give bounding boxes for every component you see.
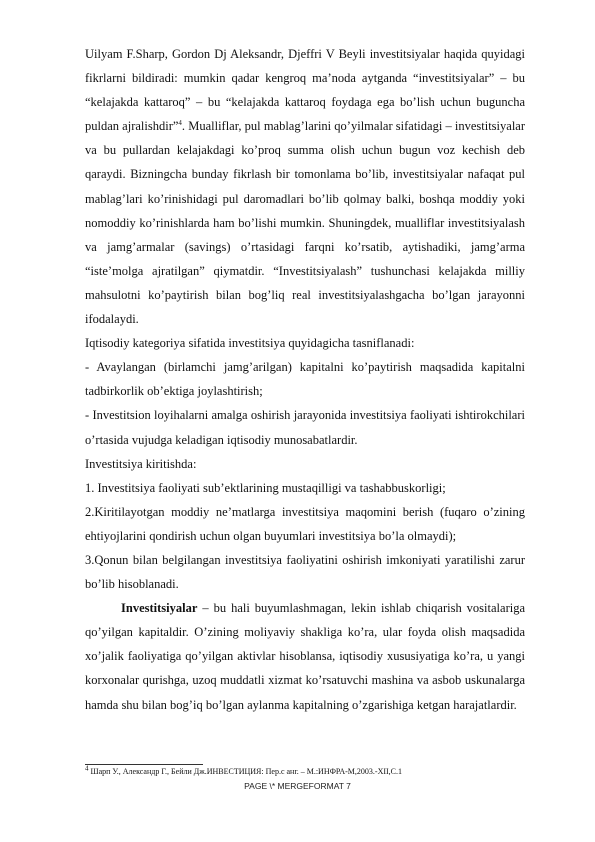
page-footer: PAGE \* MERGEFORMAT 7: [244, 781, 351, 791]
footnote-marker: 4: [85, 764, 89, 773]
footnote-reference[interactable]: 4: [178, 119, 182, 128]
list-item-independence: 1. Investitsiya faoliyati sub’ektlarining mustaqilligi va tashabbuskorligi;: [85, 480, 446, 495]
paragraph-text: – bu hali buyumlashmagan, lekin ishlab chiqarish vositalariga qo’yilgan kapitaldir. O’zining moliyaviy shakliga ko’ra, ular foyda olish maqsadida xo’jalik faoliyatiga qo’yilgan aktivlar hisoblansa, iqtisodiy xususiyatiga ko’ra, u yangi korxonalar qurishga, uzoq muddatli xizmat ko’rsatuvchi mashina va asbob uskunalarga hamda shu bilan bog’iq bo’lgan aylanma kapitalning o’zgarishiga ketgan harajatlardir.: [85, 601, 525, 712]
list-item-economic-relations: - Investitsion loyihalarni amalga oshirish jarayonida investitsiya faoliyati ishtirokchilari o’rtasida vujudga keladigan iqtisodiy munosabatlardir.: [85, 408, 525, 447]
paragraph-investment-conditions-heading: Investitsiya kiritishda:: [85, 456, 197, 471]
paragraph-classification-intro: Iqtisodiy kategoriya sifatida investitsiya quyidagicha tasniflanadi:: [85, 336, 415, 351]
list-item-legal-opportunity: 3.Qonun bilan belgilangan investitsiya faoliyatini oshirish imkoniyati yaratilishi zarur bo’lib hisoblanadi.: [85, 552, 525, 592]
footnote-separator: [85, 764, 203, 765]
footnote: [85, 764, 525, 777]
paragraph-investment-definition: [85, 596, 525, 716]
defined-term: Investitsiyalar: [121, 601, 198, 616]
list-item-investment-status: 2.Kiritilayotgan moddiy ne’matlarga investitsiya maqomini berish (fuqaro o’zining ehtiyojlarini qondirish uchun olgan buyumlari investitsiya bo’la olmaydi);: [85, 504, 525, 543]
footnote-text: Шарп У., Александр Г., Бейли Дж.ИНВЕСТИЦИЯ: Пер.с анг. – М.:ИНФРА-М,2003.-XII,С.1: [88, 767, 403, 776]
paragraph-text: . Mualliflar, pul mablag’larini qo’yilmalar sifatidagi – investitsiyalar va bu pullardan kelajakdagi ko’proq summa olish uchun bugun voz kechish deb qaraydi. Bizningcha bunday fikrlash bir tomonlama bo’lib, investitsiyalar nafaqat pul mablag’lari ko’rinishidagi pul daromadlari bo’lib qolmay balki, boshqa moddiy yoki nomoddiy ko’rinishlarda ham bo’lishi mumkin. Shuningdek, mualliflar investitsiyalash va jamg’armalar (savings) o’rtasidagi farqni ko’rsatib, aytishadiki, jamg’arma “iste’molga ajratilgan” qiymatdir. “Investitsiyalash” tushunchasi kelajakda milliy mahsulotni ko’paytirish bilan bog’liq real investitsiyalashgacha bo’lgan jarayonni ifodalaydi.: [85, 119, 526, 327]
paragraph-sharp-definition: [85, 42, 525, 331]
document-body: [85, 42, 525, 717]
list-item-capital-placement: - Avaylangan (birlamchi jamg’arilgan) kapitalni ko’paytirish maqsadida kapitalni tadbirkorlik ob’ektiga joylashtirish;: [85, 360, 525, 399]
paragraph-text: Uilyam F.Sharp, Gordon Dj Aleksandr, Djeffri V Beyli investitsiyalar haqida quyidagi fikrlarni bildiradi: mumkin qadar kengroq ma’noda aytganda “investitsiyalar” – bu “kelajakda kattaroq” – bu “kelajakda kattaroq foydaga ega bo’lish uchun buguncha puldan ajralishdir”: [85, 47, 525, 134]
